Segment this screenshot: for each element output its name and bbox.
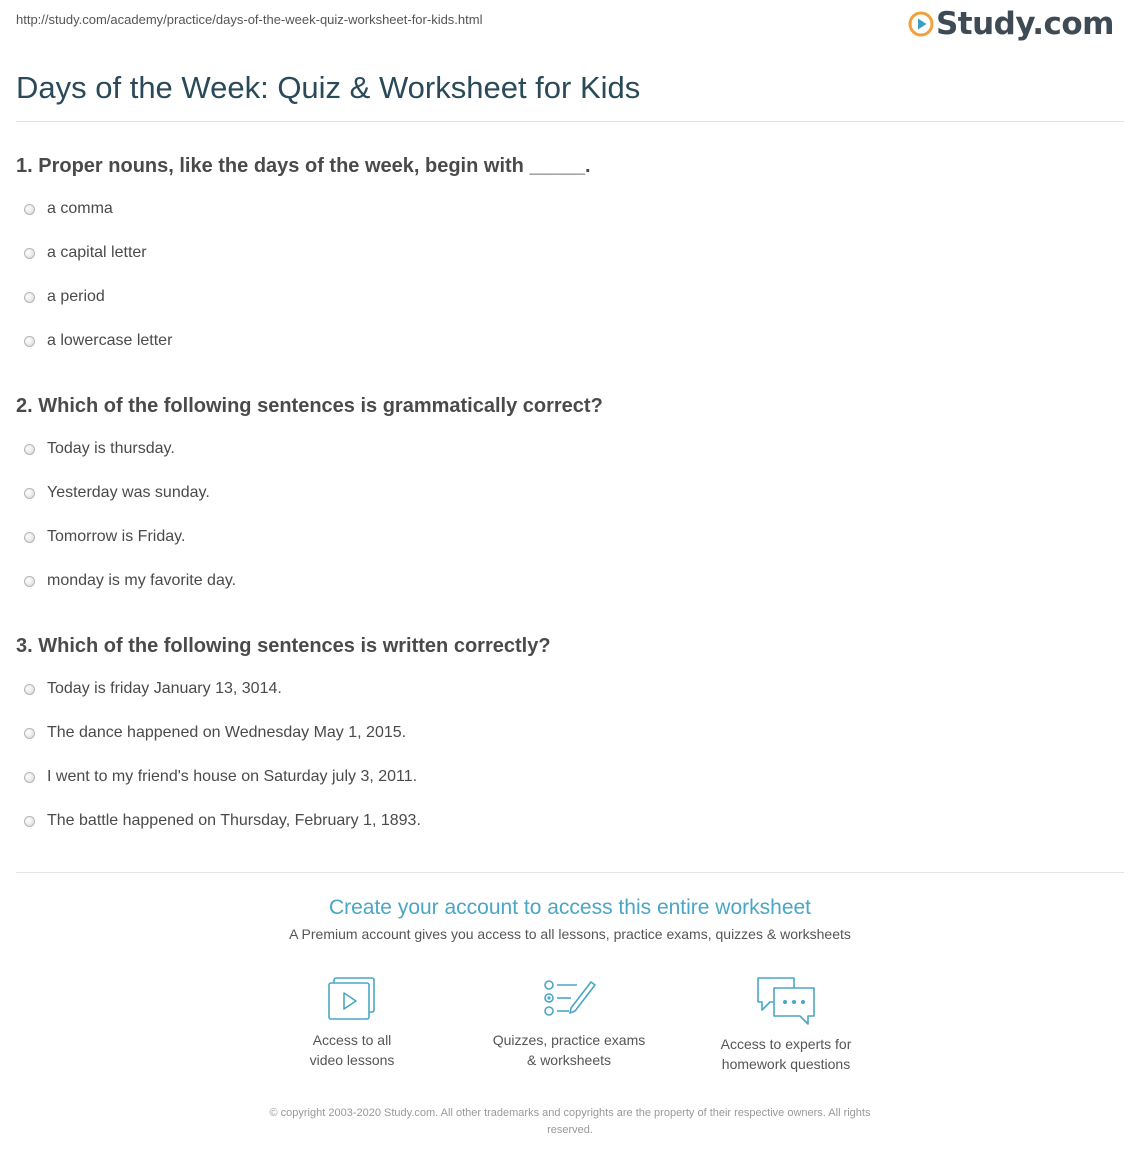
answer-option[interactable] (24, 484, 210, 502)
answer-label: Yesterday was sunday. (47, 484, 210, 501)
answer-option[interactable] (24, 768, 417, 786)
answer-option[interactable] (24, 288, 105, 306)
page-url: http://study.com/academy/practice/days-of-the-week-quiz-worksheet-for-kids.html (16, 12, 483, 27)
study-logo[interactable] (908, 6, 1114, 42)
study-play-logo-icon (908, 11, 934, 37)
radio-button[interactable] (24, 204, 35, 215)
answer-option[interactable] (24, 244, 147, 262)
title-divider (16, 121, 1124, 122)
answer-label: I went to my friend's house on Saturday july 3, 2011. (47, 768, 418, 785)
chat-experts-icon (754, 976, 818, 1026)
feature-video-lessons (267, 976, 437, 1070)
feature-label-line: & worksheets (526, 1052, 612, 1068)
answer-label: a period (47, 288, 105, 305)
answer-option[interactable] (24, 440, 175, 458)
video-lessons-icon (326, 976, 378, 1022)
create-account-link[interactable]: Create your account to access this entire worksheet (328, 896, 812, 919)
feature-experts (701, 976, 871, 1074)
feature-label-line: Quizzes, practice exams (492, 1032, 646, 1048)
answer-label: a comma (47, 200, 113, 217)
quiz-checklist-icon (541, 976, 597, 1022)
answer-option[interactable] (24, 332, 172, 350)
answer-label: monday is my favorite day. (47, 572, 237, 589)
answer-label: a lowercase letter (47, 332, 173, 349)
radio-button[interactable] (24, 488, 35, 499)
answer-label: Today is thursday. (47, 440, 175, 457)
question-3: 3. Which of the following sentences is written correctly? (16, 635, 551, 657)
page-title: Days of the Week: Quiz & Worksheet for Kids (16, 70, 641, 105)
feature-quizzes (484, 976, 654, 1070)
question-1: 1. Proper nouns, like the days of the week, begin with _____. (16, 155, 591, 177)
radio-button[interactable] (24, 292, 35, 303)
answer-option[interactable] (24, 724, 406, 742)
feature-label-line: Access to experts for (720, 1036, 852, 1052)
answer-label: Tomorrow is Friday. (47, 528, 186, 545)
radio-button[interactable] (24, 248, 35, 259)
answer-option[interactable] (24, 812, 421, 830)
copyright-line: reserved. (547, 1124, 593, 1136)
radio-button[interactable] (24, 444, 35, 455)
feature-label-line: homework questions (721, 1056, 851, 1072)
radio-button[interactable] (24, 728, 35, 739)
copyright-line: © copyright 2003-2020 Study.com. All other trademarks and copyrights are the property of their respective owners. All rights (269, 1107, 871, 1119)
feature-label-line: video lessons (309, 1052, 395, 1068)
radio-button[interactable] (24, 684, 35, 695)
premium-description: A Premium account gives you access to all lessons, practice exams, quizzes & worksheets (289, 926, 851, 942)
copyright-notice (215, 1105, 925, 1139)
radio-button[interactable] (24, 816, 35, 827)
radio-button[interactable] (24, 576, 35, 587)
question-2: 2. Which of the following sentences is grammatically correct? (16, 395, 603, 417)
section-divider (16, 872, 1124, 873)
answer-label: a capital letter (47, 244, 147, 261)
feature-label-line: Access to all (312, 1032, 392, 1048)
answer-option[interactable] (24, 572, 236, 590)
answer-option[interactable] (24, 200, 113, 218)
answer-label: The dance happened on Wednesday May 1, 2015. (47, 724, 407, 741)
answer-label: The battle happened on Thursday, February 1, 1893. (47, 812, 421, 829)
answer-option[interactable] (24, 528, 185, 546)
radio-button[interactable] (24, 336, 35, 347)
radio-button[interactable] (24, 532, 35, 543)
answer-label: Today is friday January 13, 3014. (47, 680, 282, 697)
radio-button[interactable] (24, 772, 35, 783)
answer-option[interactable] (24, 680, 282, 698)
logo-text: Study.com (935, 6, 1114, 42)
